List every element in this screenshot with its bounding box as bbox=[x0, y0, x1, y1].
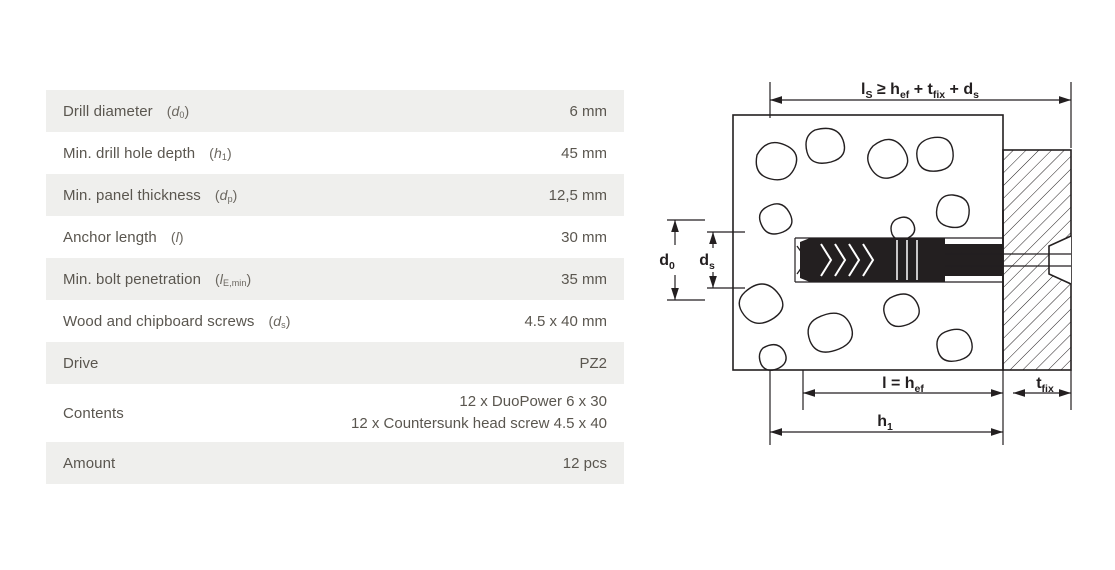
row-label: Drive bbox=[63, 354, 99, 372]
table-row bbox=[46, 384, 624, 442]
label-fixture-thickness: $t_{fix}$ bbox=[1036, 375, 1054, 395]
row-label-cell bbox=[46, 342, 319, 384]
row-value: 35 mm bbox=[319, 258, 624, 300]
label-anchor-length: $l = h_{ef}$ bbox=[882, 375, 924, 395]
row-value-line-1: 12 x DuoPower 6 x 30 bbox=[459, 393, 607, 411]
label-hole-depth: $h_1$ bbox=[877, 413, 893, 433]
row-label-cell bbox=[46, 174, 319, 216]
row-label: Min. panel thickness bbox=[63, 186, 201, 204]
row-value: 12,5 mm bbox=[319, 174, 624, 216]
fixture-panel bbox=[1003, 150, 1071, 370]
row-label-cell bbox=[46, 384, 319, 442]
row-label-cell bbox=[46, 216, 319, 258]
row-value-line-2: 12 x Countersunk head screw 4.5 x 40 bbox=[351, 415, 607, 432]
row-label: Drill diameter bbox=[63, 102, 153, 120]
table-row bbox=[46, 174, 624, 216]
table-row bbox=[46, 442, 624, 484]
row-value: PZ2 bbox=[319, 342, 624, 384]
label-drill-diameter: $d_0$ bbox=[659, 252, 675, 272]
row-label-cell bbox=[46, 132, 319, 174]
row-label: Wood and chipboard screws bbox=[63, 312, 255, 330]
specification-table bbox=[46, 90, 624, 484]
anchor-plug bbox=[800, 238, 1003, 282]
row-label-cell bbox=[46, 258, 319, 300]
table-row bbox=[46, 342, 624, 384]
row-label: Contents bbox=[63, 404, 124, 422]
row-value: 12 pcs bbox=[319, 442, 624, 484]
row-symbol: $(l_{E,min})$ bbox=[215, 270, 252, 288]
row-label: Min. bolt penetration bbox=[63, 270, 202, 288]
row-value: 30 mm bbox=[319, 216, 624, 258]
row-value: 45 mm bbox=[319, 132, 624, 174]
row-symbol: $(d_s)$ bbox=[268, 312, 291, 330]
row-label-cell bbox=[46, 442, 319, 484]
table-row bbox=[46, 258, 624, 300]
label-total-screw-length: $l_S \ge h_{ef} + t_{fix} + d_s$ bbox=[861, 81, 979, 101]
row-value bbox=[319, 384, 624, 442]
row-symbol: $(d_p)$ bbox=[214, 186, 238, 204]
anchor-installation-diagram bbox=[645, 60, 1100, 480]
row-value: 6 mm bbox=[319, 90, 624, 132]
row-label-cell bbox=[46, 90, 319, 132]
row-label: Amount bbox=[63, 454, 116, 472]
row-label-cell bbox=[46, 300, 319, 342]
table-row bbox=[46, 132, 624, 174]
row-symbol: $(d_0)$ bbox=[166, 102, 190, 120]
row-symbol: (l) bbox=[170, 228, 184, 245]
row-label: Anchor length bbox=[63, 228, 157, 246]
table-row bbox=[46, 300, 624, 342]
table-row bbox=[46, 216, 624, 258]
row-symbol: $(h_1)$ bbox=[209, 144, 232, 162]
row-value: 4.5 x 40 mm bbox=[319, 300, 624, 342]
label-screw-diameter: $d_s$ bbox=[699, 252, 715, 272]
table-row bbox=[46, 90, 624, 132]
row-label: Min. drill hole depth bbox=[63, 144, 196, 162]
